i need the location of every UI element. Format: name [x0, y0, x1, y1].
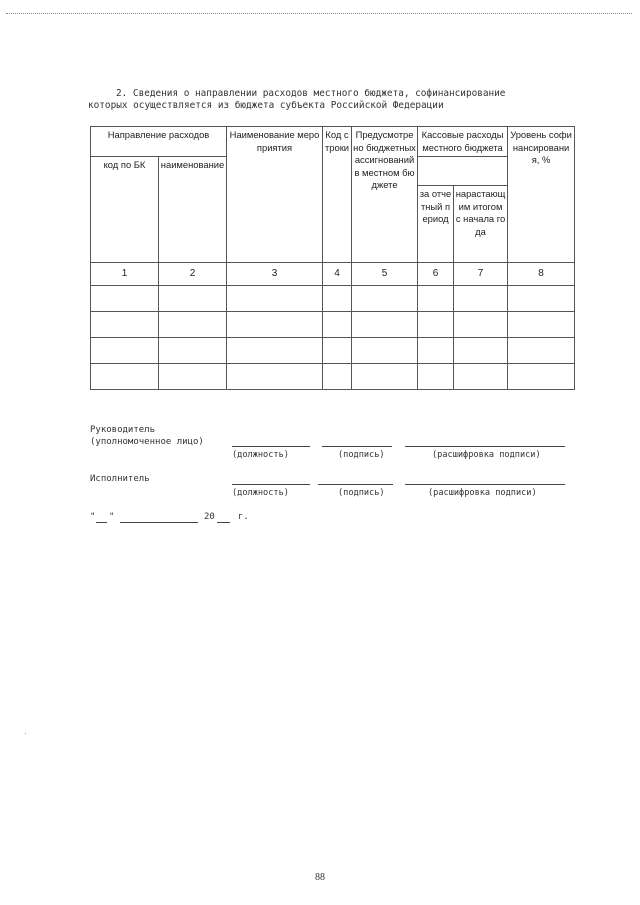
header-cash-expenses: Кассовые расходы местного бюджета [418, 127, 508, 157]
col-number: 6 [418, 263, 454, 286]
table-cell[interactable] [352, 286, 418, 312]
col-number: 1 [91, 263, 159, 286]
table-cell[interactable] [91, 364, 159, 390]
heading-line-2: которых осуществляется из бюджета субъекта Российской Федерации [88, 100, 444, 111]
head-decode-line[interactable] [405, 446, 565, 447]
table-cell[interactable] [159, 338, 227, 364]
col-number: 3 [227, 263, 323, 286]
table-cell[interactable] [418, 312, 454, 338]
table-cell[interactable] [454, 364, 508, 390]
head-label: Руководитель [90, 425, 156, 435]
date-close-quote: " [109, 512, 115, 522]
heading-line-1: 2. Сведения о направлении расходов местного бюджета, софинансирование [116, 88, 506, 99]
table-cell[interactable] [508, 364, 575, 390]
table-cell[interactable] [508, 312, 575, 338]
table-cell[interactable] [323, 312, 352, 338]
table-cell[interactable] [227, 312, 323, 338]
table-cell[interactable] [159, 312, 227, 338]
col-number: 2 [159, 263, 227, 286]
table-cell[interactable] [227, 338, 323, 364]
date-year-suffix: г. [238, 512, 249, 522]
table-cell[interactable] [352, 364, 418, 390]
table-cell[interactable] [323, 286, 352, 312]
table-cell[interactable] [352, 338, 418, 364]
col-number: 8 [508, 263, 575, 286]
table-cell[interactable] [352, 312, 418, 338]
table-cell[interactable] [159, 286, 227, 312]
table-cell[interactable] [454, 338, 508, 364]
table-cell[interactable] [227, 286, 323, 312]
table-row [91, 312, 575, 338]
head-caption-decode: (расшифровка подписи) [432, 450, 541, 460]
table-cell[interactable] [91, 286, 159, 312]
section-heading [88, 88, 578, 112]
table-cell[interactable] [91, 312, 159, 338]
expenses-table [90, 126, 575, 390]
header-cash-spacer [418, 157, 508, 186]
date-year-line[interactable] [217, 522, 230, 523]
scan-speck [25, 733, 26, 734]
head-signature-line[interactable] [322, 446, 392, 447]
table-row [91, 286, 575, 312]
top-dotted-line [6, 13, 632, 14]
head-label-authorized: (уполномоченное лицо) [90, 437, 204, 447]
table-cell[interactable] [454, 286, 508, 312]
col-number: 5 [352, 263, 418, 286]
table-cell[interactable] [91, 338, 159, 364]
table-cell[interactable] [454, 312, 508, 338]
header-name: наименование [159, 157, 227, 263]
table-cell[interactable] [159, 364, 227, 390]
head-caption-position: (должность) [232, 450, 289, 460]
date-year-prefix: 20 [204, 512, 215, 522]
executor-caption-signature: (подпись) [338, 488, 385, 498]
table-row [91, 338, 575, 364]
head-caption-signature: (подпись) [338, 450, 385, 460]
column-numbers-row [91, 263, 575, 286]
col-number: 4 [323, 263, 352, 286]
header-event-name: Наименование мероприятия [227, 127, 323, 263]
table-cell[interactable] [508, 338, 575, 364]
header-line-code: Код строки [323, 127, 352, 263]
header-code-bk: код по БК [91, 157, 159, 263]
table-cell[interactable] [508, 286, 575, 312]
table-cell[interactable] [418, 338, 454, 364]
table-cell[interactable] [418, 286, 454, 312]
executor-position-line[interactable] [232, 484, 310, 485]
header-cofinancing-level: Уровень софинансирования, % [508, 127, 575, 263]
executor-label: Исполнитель [90, 474, 150, 484]
date-open-quote: " [90, 512, 96, 522]
executor-signature-line[interactable] [318, 484, 393, 485]
executor-caption-position: (должность) [232, 488, 289, 498]
date-month-line[interactable] [120, 522, 198, 523]
header-planned: Предусмотрено бюджетных ассигнований в местном бюджете [352, 127, 418, 263]
table-cell[interactable] [227, 364, 323, 390]
header-cumulative: нарастающим итогом с начала года [454, 186, 508, 263]
table-cell[interactable] [323, 364, 352, 390]
executor-decode-line[interactable] [405, 484, 565, 485]
table-cell[interactable] [418, 364, 454, 390]
executor-caption-decode: (расшифровка подписи) [428, 488, 537, 498]
page-number: 88 [315, 872, 325, 883]
table-cell[interactable] [323, 338, 352, 364]
table-row [91, 364, 575, 390]
date-day-line[interactable] [96, 522, 107, 523]
header-direction: Направление расходов [91, 127, 227, 157]
header-reporting-period: за отчетный период [418, 186, 454, 263]
col-number: 7 [454, 263, 508, 286]
head-position-line[interactable] [232, 446, 310, 447]
